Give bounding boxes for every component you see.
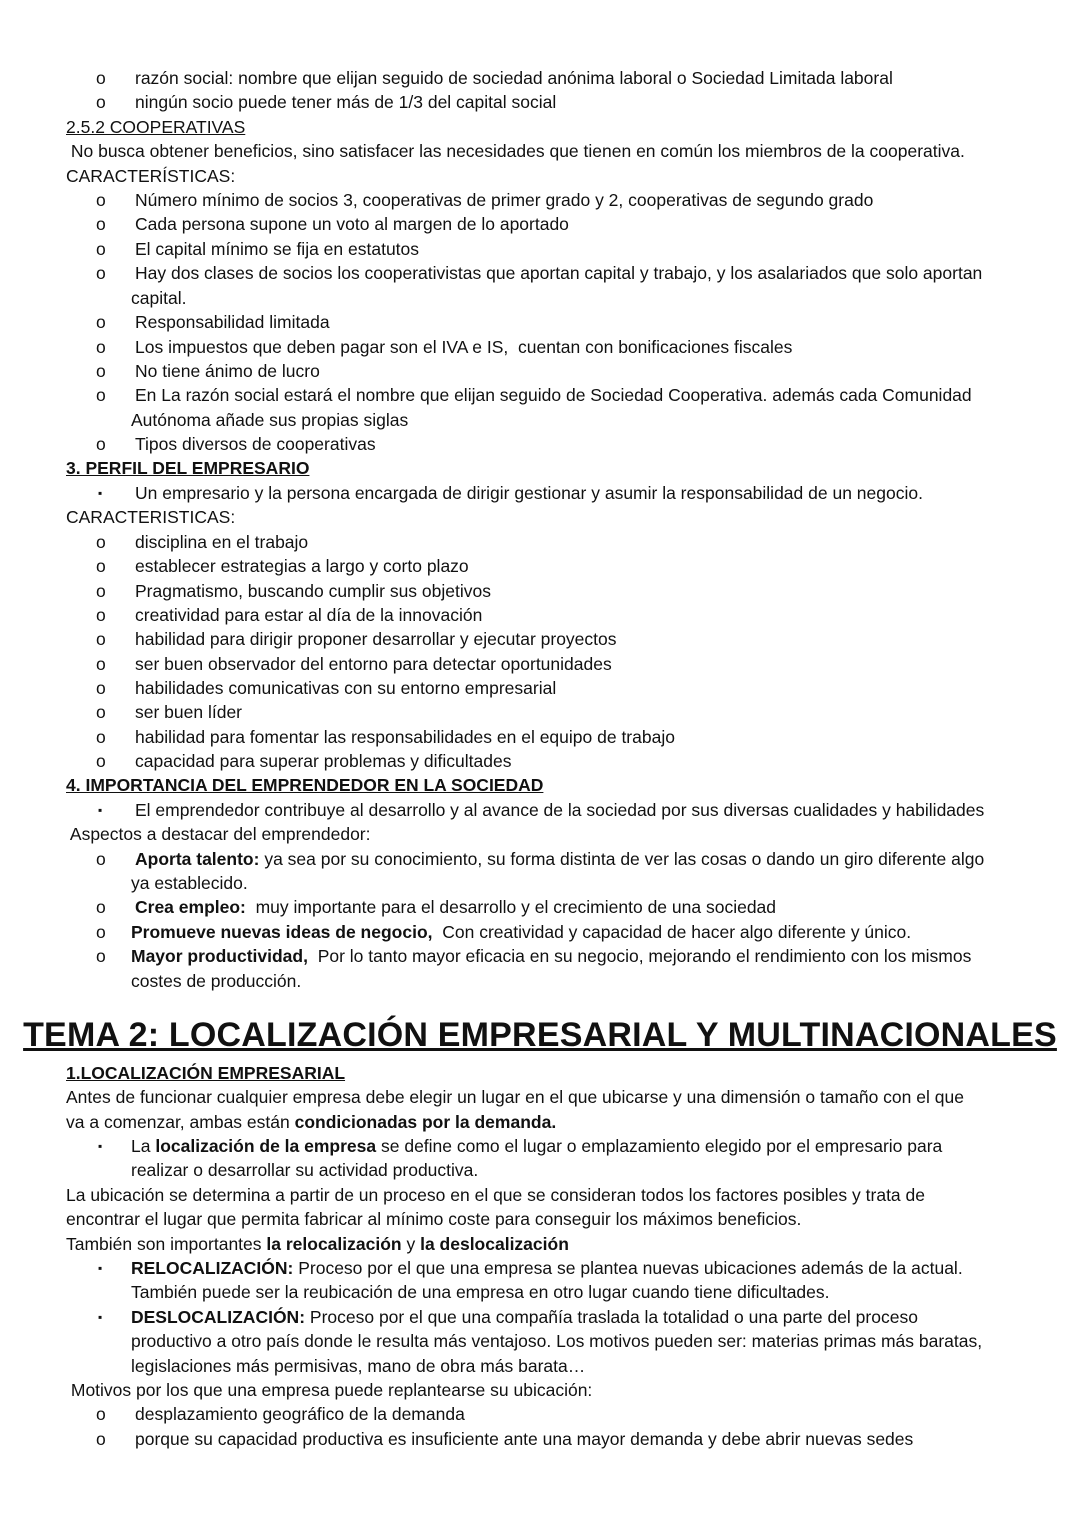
paragraph-line: Antes de funcionar cualquier empresa debe elegir un lugar en el que ubicarse y una dimensión o tamaño con el que (66, 1087, 964, 1107)
section-heading: 1.LOCALIZACIÓN EMPRESARIAL (66, 1063, 346, 1083)
list-item-continuation: costes de producción. (131, 971, 302, 991)
list-item: o Crea empleo: muy importante para el desarrollo y el crecimiento de una sociedad (96, 897, 777, 917)
list-item: o ningún socio puede tener más de 1/3 del capital social (66, 90, 1040, 114)
list-item: o Pragmatismo, buscando cumplir sus objetivos (96, 581, 491, 601)
paragraph-line: La ubicación se determina a partir de un proceso en el que se consideran todos los factores posibles y trata de (66, 1185, 925, 1205)
list-item: o habilidad para dirigir proponer desarrollar y ejecutar proyectos (96, 629, 617, 649)
paragraph-line: También son importantes la relocalización y la deslocalización (66, 1234, 569, 1254)
label: Motivos por los que una empresa puede replantearse su ubicación: (66, 1380, 593, 1400)
list-item: o Responsabilidad limitada (96, 312, 330, 332)
list-item-continuation: capital. (131, 288, 187, 308)
list-item: o habilidad para fomentar las responsabilidades en el equipo de trabajo (96, 727, 675, 747)
section-heading: 4. IMPORTANCIA DEL EMPRENDEDOR EN LA SOCIEDAD (66, 775, 544, 795)
list-item: o Promueve nuevas ideas de negocio, Con creatividad y capacidad de hacer algo diferente y único. (96, 922, 912, 942)
section-heading: 2.5.2 COOPERATIVAS (66, 117, 246, 137)
list-item-continuation: ya establecido. (131, 873, 248, 893)
list-item: o ser buen líder (96, 702, 243, 722)
list-item: o Mayor productividad, Por lo tanto mayor eficacia en su negocio, mejorando el rendimiento con los mismos (96, 946, 972, 966)
list-item: o Aporta talento: ya sea por su conocimiento, su forma distinta de ver las cosas o dando un giro diferente algo (96, 849, 985, 869)
list-item: o No tiene ánimo de lucro (96, 361, 320, 381)
bullet: o (96, 68, 106, 88)
list-item: o habilidades comunicativas con su entorno empresarial (96, 678, 557, 698)
list-item-continuation: realizar o desarrollar su actividad productiva. (131, 1160, 479, 1180)
paragraph: No busca obtener beneficios, sino satisfacer las necesidades que tienen en común los miembros de la cooperativa. (66, 141, 965, 161)
list-item: ▪ El emprendedor contribuye al desarrollo y al avance de la sociedad por sus diversas cualidades y habilidades (98, 800, 985, 820)
list-item-continuation: Autónoma añade sus propias siglas (131, 410, 409, 430)
list-item: o establecer estrategias a largo y corto plazo (96, 556, 469, 576)
list-item: o Número mínimo de socios 3, cooperativas de primer grado y 2, cooperativas de segundo grado (96, 190, 874, 210)
list-item: o capacidad para superar problemas y dificultades (96, 751, 512, 771)
label: CARACTERÍSTICAS: (66, 166, 236, 186)
list-item: o Tipos diversos de cooperativas (96, 434, 376, 454)
list-item-continuation: legislaciones más permisivas, mano de obra más barata… (131, 1356, 586, 1376)
list-item: ▪ RELOCALIZACIÓN: Proceso por el que una empresa se plantea nuevas ubicaciones además de la actual. (98, 1258, 963, 1278)
list-item-continuation: También puede ser la reubicación de una empresa en otro lugar cuando tiene dificultades. (131, 1282, 830, 1302)
list-item: o razón social: nombre que elijan seguido de sociedad anónima laboral o Sociedad Limitada laboral (66, 66, 1040, 90)
list-item: o desplazamiento geográfico de la demanda (96, 1404, 465, 1424)
list-item: o Cada persona supone un voto al margen de lo aportado (96, 214, 569, 234)
label: Aspectos a destacar del emprendedor: (66, 824, 371, 844)
list-item-continuation: productivo a otro país donde le resulta más ventajoso. Los motivos pueden ser: materias primas más baratas, (131, 1331, 983, 1351)
list-item: o En La razón social estará el nombre que elijan seguido de Sociedad Cooperativa. además cada Comunidad (96, 385, 972, 405)
list-item: o ser buen observador del entorno para detectar oportunidades (96, 654, 612, 674)
bullet: o (96, 92, 106, 112)
list-item: ▪ DESLOCALIZACIÓN: Proceso por el que una compañía traslada la totalidad o una parte del proceso (98, 1307, 918, 1327)
list-item: o creatividad para estar al día de la innovación (96, 605, 483, 625)
paragraph-line: va a comenzar, ambas están condicionadas por la demanda. (66, 1112, 557, 1132)
list-item: o Los impuestos que deben pagar son el IVA e IS, cuentan con bonificaciones fiscales (96, 337, 793, 357)
paragraph-line: encontrar el lugar que permita fabricar al mínimo coste para conseguir los máximos beneficios. (66, 1209, 802, 1229)
list-item: o Hay dos clases de socios los cooperativistas que aportan capital y trabajo, y los asalariados que solo aportan (96, 263, 983, 283)
list-item: o porque su capacidad productiva es insuficiente ante una mayor demanda y debe abrir nuevas sedes (96, 1429, 914, 1449)
list-item: ▪ Un empresario y la persona encargada de dirigir gestionar y asumir la responsabilidad de un negocio. (98, 483, 923, 503)
list-item: ▪ La localización de la empresa se define como el lugar o emplazamiento elegido por el empresario para (98, 1136, 943, 1156)
page-title: TEMA 2: LOCALIZACIÓN EMPRESARIAL Y MULTINACIONALES (23, 1016, 1057, 1054)
list-item: o El capital mínimo se fija en estatutos (96, 239, 420, 259)
list-item: o disciplina en el trabajo (96, 532, 309, 552)
label: CARACTERISTICAS: (66, 507, 236, 527)
section-heading: 3. PERFIL DEL EMPRESARIO (66, 458, 310, 478)
